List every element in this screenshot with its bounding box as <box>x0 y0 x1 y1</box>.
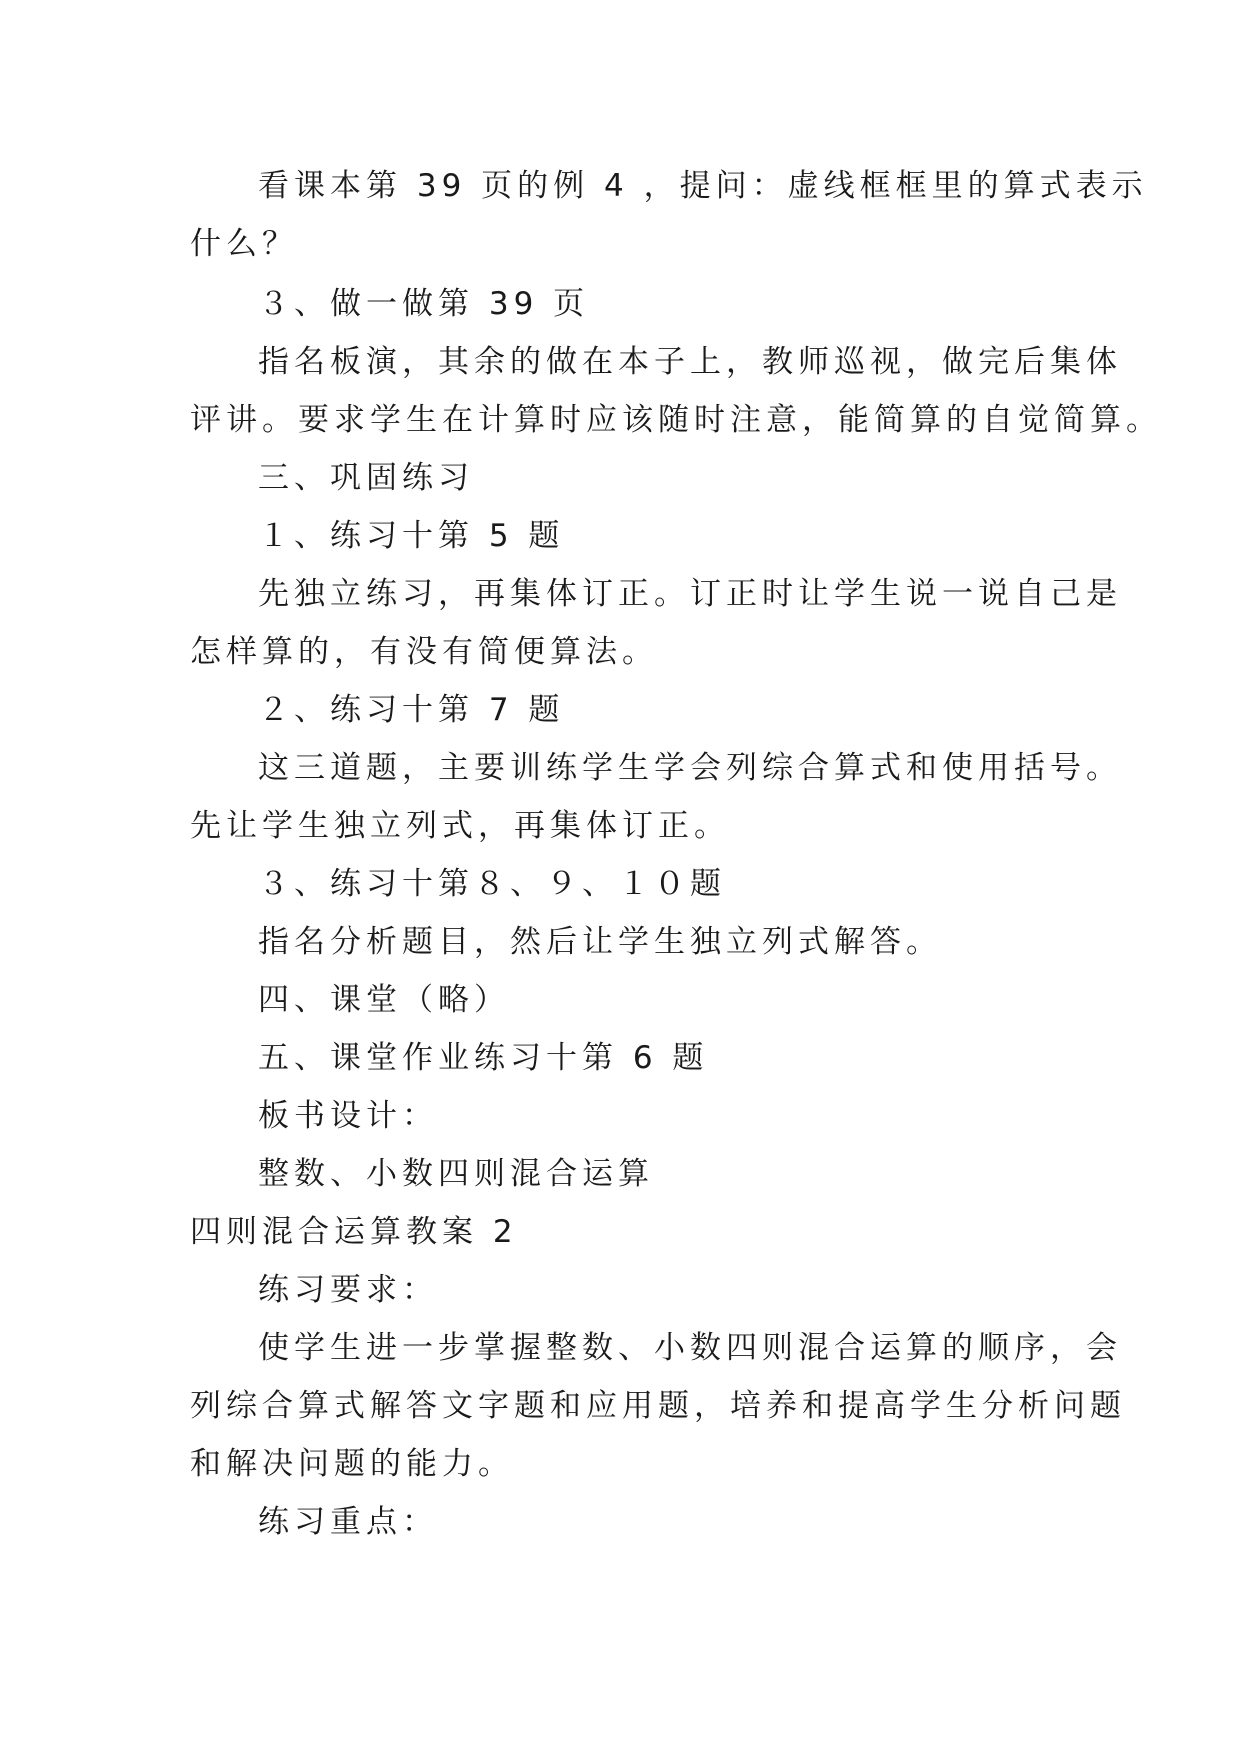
section-heading: 四、课堂（略） <box>258 982 510 1018</box>
paragraph-line: 这三道题，主要训练学生学会列综合算式和使用括号。 <box>258 750 1122 786</box>
paragraph-line: 先让学生独立列式，再集体订正。 <box>190 808 730 844</box>
section-item: ３、练习十第８、９、１０题 <box>258 866 726 902</box>
paragraph-line: 怎样算的，有没有简便算法。 <box>190 634 658 670</box>
paragraph-line: 和解决问题的能力。 <box>190 1446 514 1482</box>
section-item: ２、练习十第 7 题 <box>258 692 565 728</box>
section-item: １、练习十第 5 题 <box>258 518 565 554</box>
paragraph-line: 指名分析题目，然后让学生独立列式解答。 <box>258 924 942 960</box>
paragraph-line: 整数、小数四则混合运算 <box>258 1156 654 1192</box>
paragraph-line: 什么？ <box>190 226 298 262</box>
section-heading: 练习重点： <box>258 1504 438 1540</box>
section-heading: 五、课堂作业练习十第 6 题 <box>258 1040 709 1076</box>
paragraph-line: 使学生进一步掌握整数、小数四则混合运算的顺序，会 <box>258 1330 1122 1366</box>
section-heading: 练习要求： <box>258 1272 438 1308</box>
paragraph-line: 列综合算式解答文字题和应用题，培养和提高学生分析问题 <box>190 1388 1126 1424</box>
document-title: 四则混合运算教案 2 <box>190 1214 518 1250</box>
section-item: ３、做一做第 39 页 <box>258 286 590 322</box>
paragraph-line: 评讲。要求学生在计算时应该随时注意，能简算的自觉简算。 <box>190 402 1162 438</box>
paragraph-line: 板书设计： <box>258 1098 438 1134</box>
paragraph-line: 先独立练习，再集体订正。订正时让学生说一说自己是 <box>258 576 1122 612</box>
paragraph-line: 指名板演，其余的做在本子上，教师巡视，做完后集体 <box>258 344 1122 380</box>
paragraph-line: 看课本第 39 页的例 4 ，提问：虚线框框里的算式表示 <box>258 168 1148 204</box>
section-heading: 三、巩固练习 <box>258 460 474 496</box>
